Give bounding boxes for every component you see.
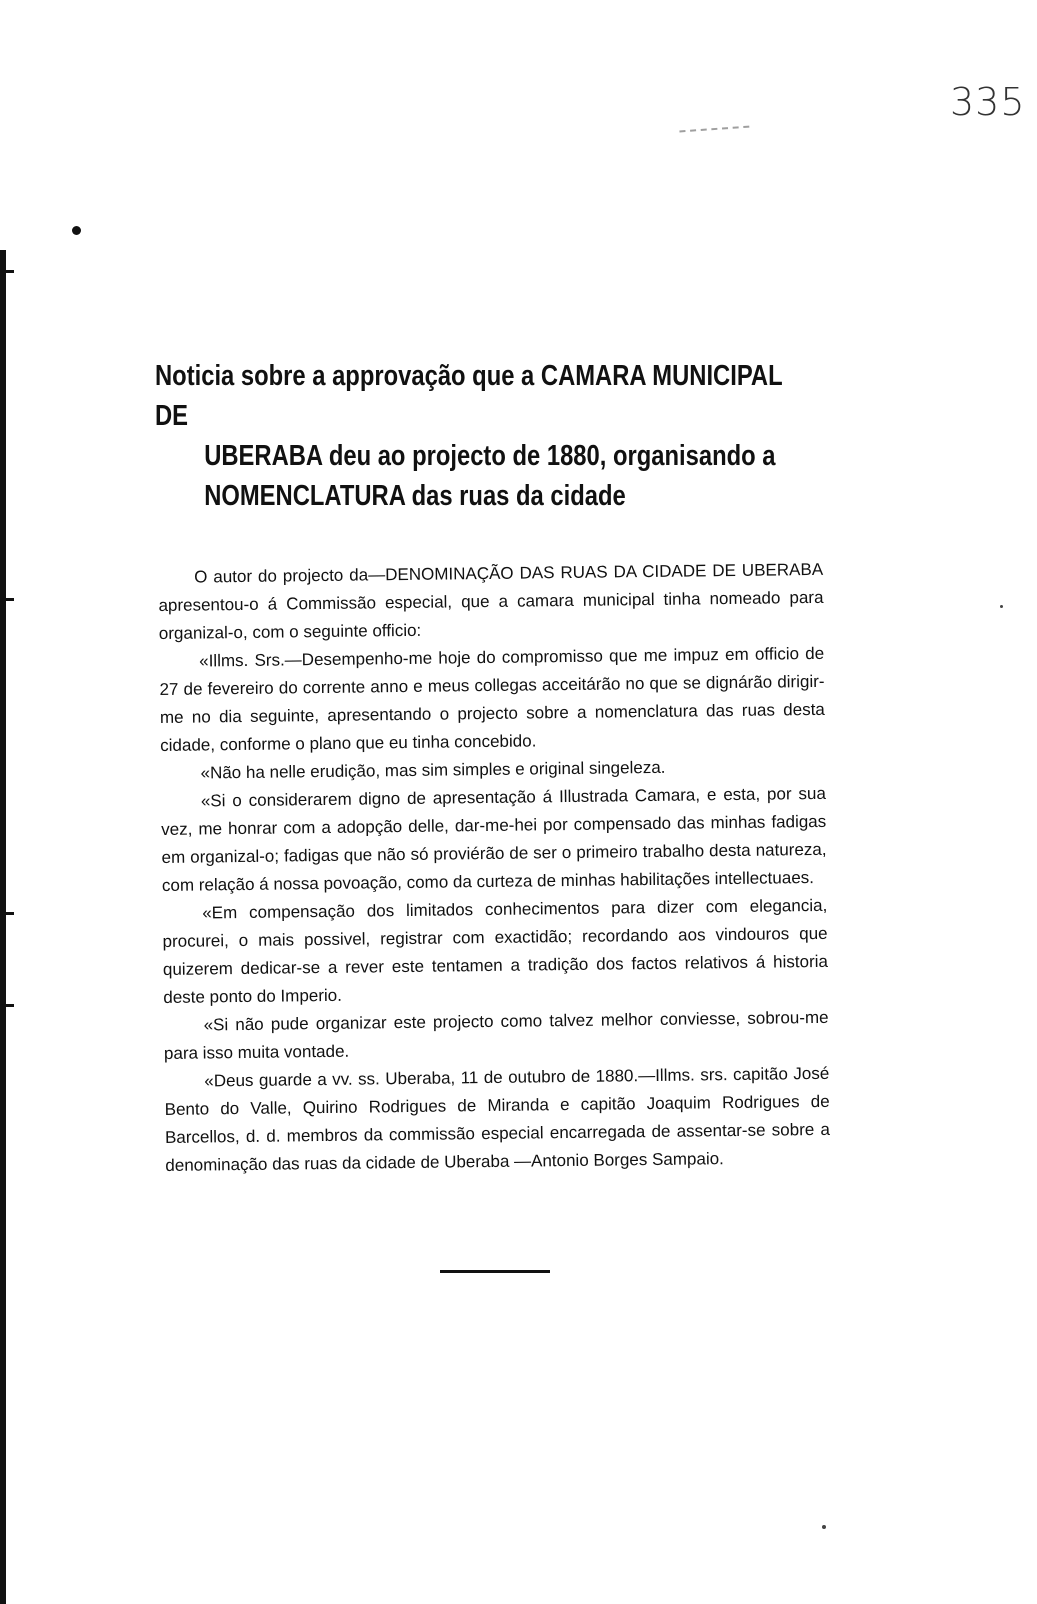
scan-speck bbox=[1000, 605, 1003, 608]
scan-smudge bbox=[679, 126, 750, 151]
document-title bbox=[155, 356, 819, 516]
margin-dot bbox=[72, 226, 81, 235]
paragraph: «Si o considerarem digno de apresentação á Illustrada Camara, e esta, por sua vez, me honrar com a adopção delle, dar-me-hei por compensado das minhas fadigas em organizal-o; fadigas que não só proviérão de ser o primeiro trabalho desta natureza, com relação á nossa povoação, como da curteza de minhas habilitações intellectuaes. bbox=[161, 783, 827, 895]
title-line: UBERABA deu ao projecto de 1880, organisando a bbox=[204, 440, 776, 472]
paragraph: «Deus guarde a vv. ss. Uberaba, 11 de outubro de 1880.—Illms. srs. capitão José Bento do Valle, Quirino Rodrigues de Miranda e capitão Joaquim Rodrigues de Barcellos, d. d. membros da commissão especial encarregada de assentar-se sobre a denominação das ruas da cidade de Uberaba —Antonio Borges Sampaio. bbox=[164, 1063, 831, 1175]
paragraph: «Em compensação dos limitados conhecimentos para dizer com elegancia, procurei, o mais possivel, registrar com exactidão; recordando aos vindouros que quizerem dedicar-se a rever este tentamen a tradição dos factos relativos á historia deste ponto do Imperio. bbox=[162, 895, 829, 1007]
paragraph: «Illms. Srs.—Desempenho-me hoje do compromisso que me impuz em officio de 27 de fevereiro do corrente anno e meus collegas acceitárão no que se dignárão dirigir-me no dia seguinte, apresentando o projecto sobre a nomenclatura das ruas desta cidade, conforme o plano que eu tinha concebido. bbox=[159, 643, 825, 755]
page-number: 335 bbox=[950, 80, 1026, 124]
paragraph: «Si não pude organizar este projecto como talvez melhor conviesse, sobrou-me para isso muita vontade. bbox=[163, 1007, 829, 1063]
left-margin-tick bbox=[0, 598, 14, 601]
title-line: Noticia sobre a approvação que a CAMARA MUNICIPAL DE bbox=[155, 360, 783, 432]
document-body bbox=[158, 556, 830, 1180]
title-line: NOMENCLATURA das ruas da cidade bbox=[204, 480, 626, 512]
closing-rule bbox=[440, 1270, 550, 1273]
left-margin-edge bbox=[0, 250, 6, 1604]
left-margin-tick bbox=[0, 270, 14, 273]
left-margin-tick bbox=[0, 1004, 14, 1007]
paragraph: «Não ha nelle erudição, mas sim simples e original singeleza. bbox=[200, 757, 666, 783]
scan-speck bbox=[822, 1525, 826, 1529]
paragraph: O autor do projecto da—DENOMINAÇÃO DAS RUAS DA CIDADE DE UBERABA apresentou-o á Commissão especial, que a camara municipal tinha nomeado para organizal-o, com o seguinte officio: bbox=[158, 559, 824, 643]
left-margin-tick bbox=[0, 912, 14, 915]
